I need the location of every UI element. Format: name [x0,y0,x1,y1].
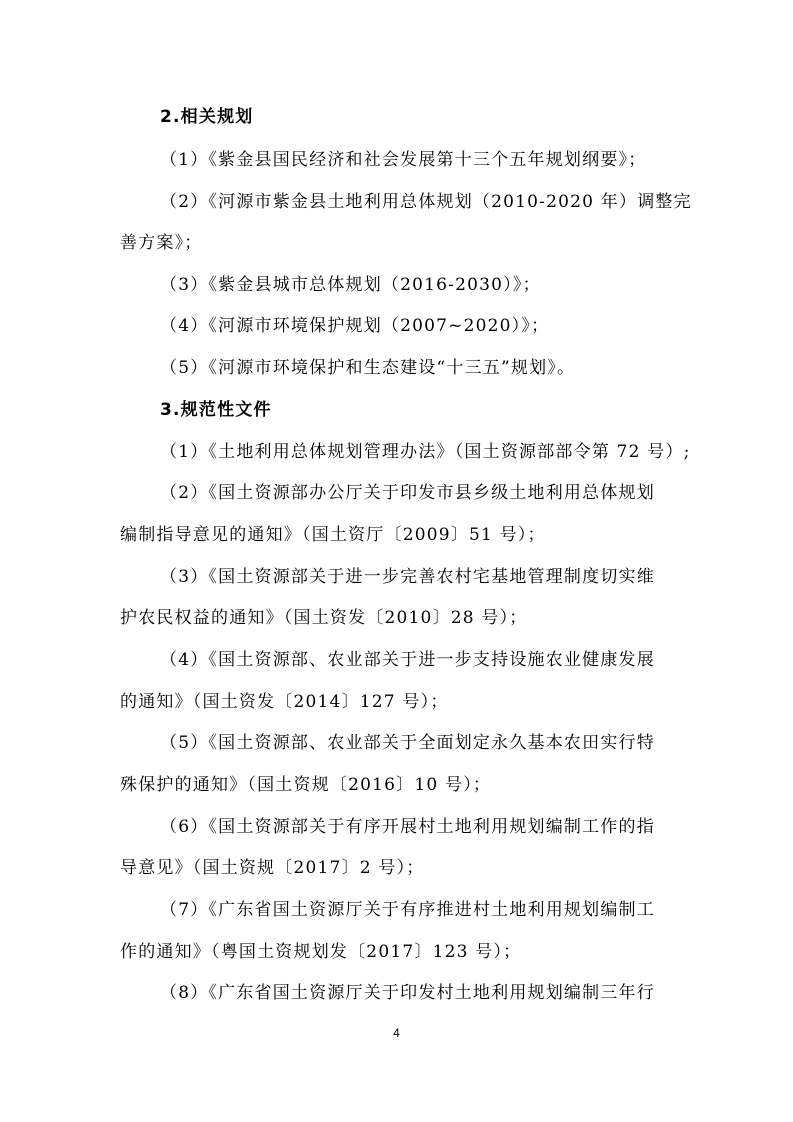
list-item: （5）《河源市环境保护和生态建设“十三五”规划》。 [160,358,576,378]
list-item: （7）《广东省国土资源厅关于有序推进村土地利用规划编制工 [160,900,655,920]
list-item: （5）《国土资源部、农业部关于全面划定永久基本农田实行特 [160,733,655,753]
list-item: （1）《紫金县国民经济和社会发展第十三个五年规划纲要》； [160,150,647,170]
list-item: （2）《国土资源部办公厅关于印发市县乡级土地利用总体规划 [160,483,655,503]
page-number: 4 [393,1026,400,1040]
list-item: （3）《紫金县城市总体规划（2016-2030）》； [160,275,541,295]
list-item-continuation: 的通知》（国土资发〔2014〕127 号）； [120,692,449,712]
list-item: （4）《河源市环境保护规划（2007~2020）》； [160,316,550,336]
list-item: （6）《国土资源部关于有序开展村土地利用规划编制工作的指 [160,817,655,837]
list-item-continuation: 作的通知》（粤国土资规划发〔2017〕123 号）； [120,942,522,962]
section-heading-related-plans: 2.相关规划 [160,107,254,127]
list-item: （1）《土地利用总体规划管理办法》（国土资源部部令第 72 号）; [160,442,691,462]
list-item-continuation: 编制指导意见的通知》（国土资厅〔2009〕51 号）； [120,525,546,545]
list-item-continuation: 护农民权益的通知》（国土资发〔2010〕28 号）； [120,608,528,628]
list-item-continuation: 善方案》； [120,233,203,253]
list-item: （8）《广东省国土资源厅关于印发村土地利用规划编制三年行 [160,983,655,1003]
list-item: （3）《国土资源部关于进一步完善农村宅基地管理制度切实维 [160,567,655,587]
list-item: （4）《国土资源部、农业部关于进一步支持设施农业健康发展 [160,650,655,670]
list-item: （2）《河源市紫金县土地利用总体规划（2010-2020 年）调整完 [160,192,692,212]
list-item-continuation: 殊保护的通知》（国土资规〔2016〕10 号）； [120,775,492,795]
section-heading-normative-documents: 3.规范性文件 [160,400,272,420]
list-item-continuation: 导意见》（国土资规〔2017〕2 号）； [120,858,425,878]
